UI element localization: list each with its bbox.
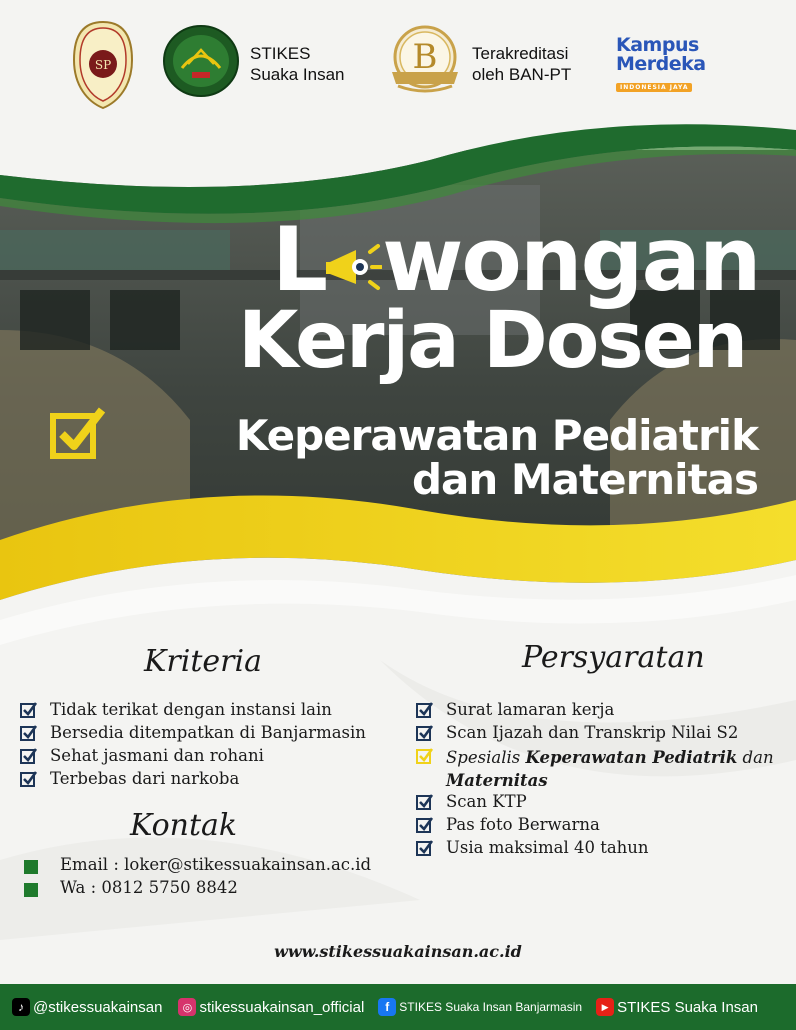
hero-title-line1 <box>272 208 760 311</box>
list-item <box>416 700 786 723</box>
social-footer <box>0 984 796 1030</box>
stikes-name-line1: STIKES <box>250 44 311 63</box>
hero-subtitle-line1: Keperawatan Pediatrik <box>235 411 758 460</box>
bullet-square-icon <box>24 860 38 874</box>
facebook-icon: f <box>378 998 396 1016</box>
check-icon-highlight <box>416 747 434 765</box>
kampus-line2: Merdeka <box>616 53 706 75</box>
checkbox-icon <box>50 404 108 462</box>
svg-text:SP: SP <box>94 58 112 72</box>
accreditation-text <box>472 43 571 85</box>
persyaratan-item: Surat lamaran kerja <box>446 700 615 719</box>
persyaratan-list <box>416 700 786 861</box>
list-item <box>24 855 371 878</box>
instagram-icon: ◎ <box>178 998 196 1016</box>
specialist-and: dan <box>737 748 774 767</box>
website-link[interactable]: www.stikessuakainsan.ac.id <box>274 942 522 961</box>
social-tiktok[interactable] <box>12 998 162 1016</box>
social-instagram[interactable] <box>178 998 364 1016</box>
contact-whatsapp[interactable]: Wa : 0812 5750 8842 <box>60 878 238 897</box>
persyaratan-item: Scan Ijazah dan Transkrip Nilai S2 <box>446 723 739 742</box>
stikes-name <box>250 43 345 85</box>
specialist-prefix: Spesialis <box>446 748 526 767</box>
check-icon <box>20 701 38 719</box>
list-item <box>20 769 366 792</box>
hero-title-word-wongan: wongan <box>382 208 760 311</box>
megaphone-icon <box>326 222 382 282</box>
check-icon <box>416 839 434 857</box>
contact-email[interactable]: Email : loker@stikessuakainsan.ac.id <box>60 855 372 874</box>
persyaratan-item: Usia maksimal 40 tahun <box>446 838 649 857</box>
list-item <box>416 746 786 792</box>
kontak-heading: Kontak <box>130 808 238 843</box>
check-icon <box>416 701 434 719</box>
instagram-handle: stikessuakainsan_official <box>199 998 365 1016</box>
kontak-list <box>24 855 371 901</box>
check-icon <box>20 724 38 742</box>
check-icon <box>416 816 434 834</box>
persyaratan-item: Pas foto Berwarna <box>446 815 600 834</box>
header <box>0 0 796 120</box>
accreditation-badge <box>388 24 462 96</box>
tiktok-icon: ♪ <box>12 998 30 1016</box>
check-icon <box>20 747 38 765</box>
social-youtube[interactable] <box>596 998 758 1016</box>
check-icon <box>416 724 434 742</box>
persyaratan-item: Scan KTP <box>446 792 527 811</box>
list-item <box>416 815 786 838</box>
kampus-merdeka-logo <box>616 36 706 93</box>
kriteria-item: Tidak terikat dengan instansi lain <box>50 700 332 719</box>
hero-subtitle <box>120 411 758 504</box>
list-item <box>20 700 366 723</box>
hero-subtitle-line2: dan Maternitas <box>411 455 758 504</box>
list-item <box>24 878 371 901</box>
accreditation-badge-letter: B <box>412 37 438 77</box>
specialist-field-2: Maternitas <box>446 771 548 790</box>
diocese-crest-logo <box>72 20 134 110</box>
tiktok-handle: @stikessuakainsan <box>33 998 163 1016</box>
kriteria-list <box>20 700 366 792</box>
kampus-line1: Kampus <box>616 34 699 56</box>
social-facebook[interactable] <box>378 998 582 1016</box>
accreditation-line2: oleh BAN-PT <box>472 65 572 84</box>
list-item <box>416 723 786 746</box>
list-item <box>416 792 786 815</box>
stikes-name-line2: Suaka Insan <box>250 65 345 84</box>
kriteria-item: Bersedia ditempatkan di Banjarmasin <box>50 723 366 742</box>
check-icon <box>20 770 38 788</box>
hero-title-line2: Kerja Dosen <box>238 296 747 386</box>
list-item <box>20 723 366 746</box>
kriteria-item: Terbebas dari narkoba <box>50 769 240 788</box>
stikes-logo <box>162 24 240 98</box>
accreditation-line1: Terakreditasi <box>472 44 569 63</box>
persyaratan-item-specialist <box>446 746 774 792</box>
list-item <box>20 746 366 769</box>
youtube-icon: ▶ <box>596 998 614 1016</box>
list-item <box>416 838 786 861</box>
persyaratan-heading: Persyaratan <box>522 640 705 675</box>
bullet-square-icon <box>24 883 38 897</box>
kriteria-heading: Kriteria <box>144 644 262 679</box>
specialist-field: Keperawatan Pediatrik <box>525 748 738 767</box>
youtube-handle: STIKES Suaka Insan <box>617 998 758 1016</box>
facebook-handle: STIKES Suaka Insan Banjarmasin <box>399 1000 583 1014</box>
hero-title-letter-l: L <box>272 208 327 311</box>
kampus-tag: INDONESIA JAYA <box>616 83 692 92</box>
check-icon <box>416 793 434 811</box>
kriteria-item: Sehat jasmani dan rohani <box>50 746 264 765</box>
